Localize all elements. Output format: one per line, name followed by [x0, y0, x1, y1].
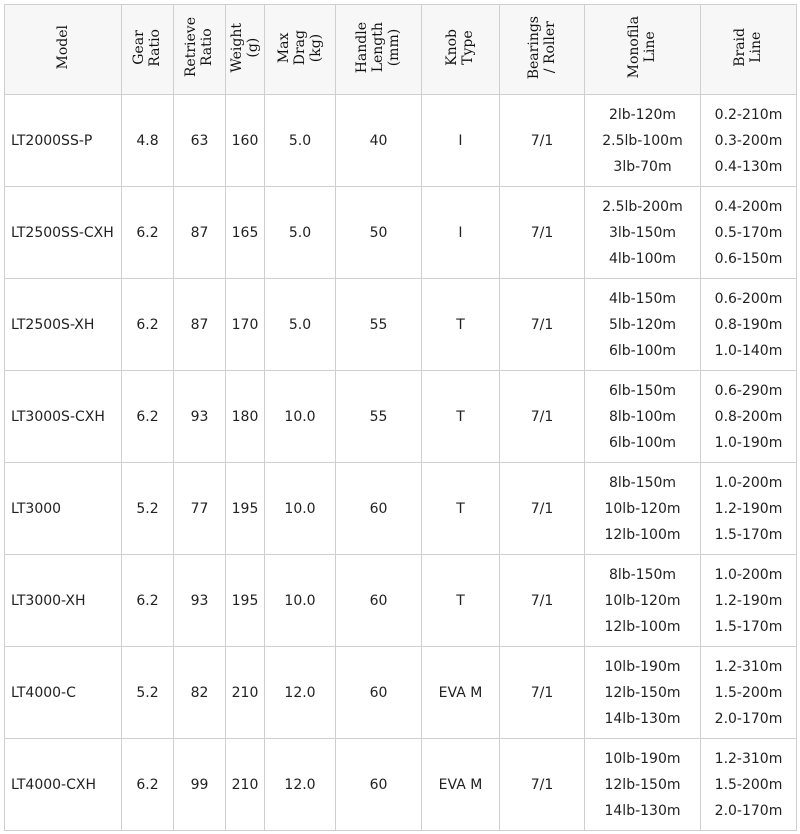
cell-bearings: 7/1 [500, 279, 585, 371]
braid-capacity-item: 0.2-210m [714, 106, 783, 123]
braid-capacity-item: 0.6-290m [714, 382, 783, 399]
mono-capacity-item: 12lb-150m [604, 684, 681, 701]
braid-capacity-item: 0.4-130m [714, 158, 783, 175]
mono-capacity-item: 8lb-150m [608, 566, 677, 583]
cell-handle: 55 [336, 279, 422, 371]
braid-capacity-item: 0.8-190m [714, 316, 783, 333]
cell-retrieve: 63 [174, 95, 226, 187]
header-label-line: Model [54, 25, 71, 70]
header-max-drag [265, 5, 336, 95]
cell-drag: 12.0 [265, 739, 336, 831]
header-handle-length [336, 5, 422, 95]
cell-gear: 5.2 [122, 647, 174, 739]
header-label [444, 29, 476, 66]
mono-capacity-list [585, 377, 700, 457]
mono-capacity-item: 5lb-120m [608, 316, 677, 333]
cell-bearings: 7/1 [500, 647, 585, 739]
braid-capacity-item: 1.0-200m [714, 474, 783, 491]
table-body [5, 95, 797, 831]
header-label-line: (kg) [308, 33, 325, 62]
mono-capacity-list [585, 653, 700, 733]
braid-capacity-item: 1.5-170m [714, 526, 783, 543]
mono-capacity-item: 6lb-100m [608, 434, 677, 451]
table-row [5, 647, 797, 739]
cell-braid [701, 279, 797, 371]
table-row [5, 371, 797, 463]
header-model [5, 5, 122, 95]
cell-bearings: 7/1 [500, 371, 585, 463]
mono-capacity-list [585, 561, 700, 641]
cell-handle: 60 [336, 555, 422, 647]
braid-capacity-item: 1.5-200m [714, 776, 783, 793]
mono-capacity-item: 2.5lb-100m [602, 132, 683, 149]
cell-braid [701, 739, 797, 831]
cell-drag: 5.0 [265, 95, 336, 187]
cell-handle: 40 [336, 95, 422, 187]
cell-drag: 5.0 [265, 279, 336, 371]
cell-mono [585, 279, 701, 371]
cell-bearings: 7/1 [500, 187, 585, 279]
mono-capacity-item: 8lb-150m [608, 474, 677, 491]
mono-capacity-item: 2.5lb-200m [602, 198, 683, 215]
cell-weight: 195 [226, 463, 265, 555]
table-row [5, 95, 797, 187]
cell-gear: 6.2 [122, 279, 174, 371]
cell-braid [701, 187, 797, 279]
cell-weight: 160 [226, 95, 265, 187]
cell-model: LT4000-CXH [5, 739, 122, 831]
table-row [5, 739, 797, 831]
header-label-line: Max [275, 32, 292, 63]
braid-capacity-list [701, 101, 796, 181]
cell-weight: 210 [226, 647, 265, 739]
cell-drag: 10.0 [265, 463, 336, 555]
braid-capacity-item: 0.8-200m [714, 408, 783, 425]
braid-capacity-list [701, 377, 796, 457]
braid-capacity-list [701, 193, 796, 273]
cell-model: LT3000 [5, 463, 122, 555]
cell-mono [585, 647, 701, 739]
mono-capacity-list [585, 193, 700, 273]
header-label-line: Line [642, 31, 659, 64]
braid-capacity-item: 1.5-170m [714, 618, 783, 635]
header-label-line: Weight [228, 22, 245, 73]
braid-capacity-item: 1.2-310m [714, 658, 783, 675]
header-label-line: Bearings [525, 15, 542, 80]
header-bearings-roller [500, 5, 585, 95]
cell-knob: T [422, 279, 500, 371]
cell-model: LT2000SS-P [5, 95, 122, 187]
braid-capacity-item: 1.2-310m [714, 750, 783, 767]
cell-model: LT3000S-CXH [5, 371, 122, 463]
cell-retrieve: 99 [174, 739, 226, 831]
cell-handle: 60 [336, 647, 422, 739]
header-label-line: Line [748, 31, 765, 64]
mono-capacity-item: 4lb-150m [608, 290, 677, 307]
mono-capacity-item: 14lb-130m [604, 710, 681, 727]
braid-capacity-item: 1.0-140m [714, 342, 783, 359]
cell-bearings: 7/1 [500, 463, 585, 555]
cell-model: LT2500S-XH [5, 279, 122, 371]
cell-weight: 195 [226, 555, 265, 647]
mono-capacity-item: 10lb-190m [604, 750, 681, 767]
header-label [229, 23, 261, 73]
cell-braid [701, 647, 797, 739]
cell-retrieve: 77 [174, 463, 226, 555]
braid-capacity-item: 0.3-200m [714, 132, 783, 149]
mono-capacity-list [585, 745, 700, 825]
braid-capacity-item: 0.6-200m [714, 290, 783, 307]
braid-capacity-item: 1.0-200m [714, 566, 783, 583]
cell-braid [701, 95, 797, 187]
braid-capacity-item: 0.6-150m [714, 250, 783, 267]
mono-capacity-item: 2lb-120m [608, 106, 677, 123]
cell-weight: 170 [226, 279, 265, 371]
cell-mono [585, 463, 701, 555]
header-label-line: Ratio [147, 28, 164, 67]
cell-drag: 12.0 [265, 647, 336, 739]
cell-handle: 60 [336, 739, 422, 831]
cell-knob: T [422, 371, 500, 463]
mono-capacity-list [585, 101, 700, 181]
header-braid-line [701, 5, 797, 95]
header-label-line: Drag [291, 29, 308, 66]
header-label-line: / Roller [542, 21, 558, 74]
cell-knob: T [422, 463, 500, 555]
cell-braid [701, 371, 797, 463]
cell-bearings: 7/1 [500, 555, 585, 647]
cell-retrieve: 93 [174, 371, 226, 463]
cell-weight: 210 [226, 739, 265, 831]
header-label-line: Ratio [199, 28, 216, 67]
mono-capacity-item: 10lb-190m [604, 658, 681, 675]
cell-gear: 4.8 [122, 95, 174, 187]
cell-braid [701, 555, 797, 647]
header-gear-ratio [122, 5, 174, 95]
header-knob-type [422, 5, 500, 95]
header-label-line: Gear [131, 30, 148, 65]
cell-handle: 55 [336, 371, 422, 463]
cell-bearings: 7/1 [500, 739, 585, 831]
braid-capacity-item: 1.0-190m [714, 434, 783, 451]
mono-capacity-item: 4lb-100m [608, 250, 677, 267]
cell-drag: 5.0 [265, 187, 336, 279]
braid-capacity-item: 2.0-170m [714, 710, 783, 727]
cell-gear: 6.2 [122, 739, 174, 831]
table-row [5, 279, 797, 371]
header-label [354, 22, 402, 73]
mono-capacity-item: 6lb-100m [608, 342, 677, 359]
cell-gear: 6.2 [122, 555, 174, 647]
braid-capacity-item: 2.0-170m [714, 802, 783, 819]
header-weight [226, 5, 265, 95]
header-label-line: Length [370, 22, 387, 73]
header-label [55, 25, 71, 70]
cell-model: LT3000-XH [5, 555, 122, 647]
header-retrieve-ratio [174, 5, 226, 95]
mono-capacity-item: 10lb-120m [604, 592, 681, 609]
mono-capacity-item: 6lb-150m [608, 382, 677, 399]
cell-retrieve: 82 [174, 647, 226, 739]
cell-gear: 5.2 [122, 463, 174, 555]
cell-handle: 50 [336, 187, 422, 279]
cell-knob: T [422, 555, 500, 647]
mono-capacity-item: 12lb-100m [604, 526, 681, 543]
mono-capacity-item: 3lb-150m [608, 224, 677, 241]
cell-bearings: 7/1 [500, 95, 585, 187]
cell-model: LT2500SS-CXH [5, 187, 122, 279]
cell-knob: I [422, 187, 500, 279]
table-row [5, 555, 797, 647]
mono-capacity-item: 8lb-100m [608, 408, 677, 425]
cell-gear: 6.2 [122, 187, 174, 279]
cell-mono [585, 371, 701, 463]
braid-capacity-item: 1.2-190m [714, 500, 783, 517]
cell-handle: 60 [336, 463, 422, 555]
cell-drag: 10.0 [265, 555, 336, 647]
braid-capacity-list [701, 653, 796, 733]
mono-capacity-item: 3lb-70m [613, 158, 672, 175]
cell-knob: I [422, 95, 500, 187]
header-label-line: Handle [354, 21, 371, 74]
header-label [183, 17, 215, 77]
header-label [526, 16, 558, 79]
braid-capacity-list [701, 469, 796, 549]
cell-knob: EVA M [422, 739, 500, 831]
cell-mono [585, 187, 701, 279]
header-label [131, 29, 163, 67]
header-label [276, 30, 324, 65]
mono-capacity-list [585, 285, 700, 365]
table-row [5, 187, 797, 279]
header-row [5, 5, 797, 95]
reel-spec-table [4, 4, 797, 831]
cell-mono [585, 739, 701, 831]
cell-weight: 165 [226, 187, 265, 279]
cell-retrieve: 87 [174, 187, 226, 279]
cell-weight: 180 [226, 371, 265, 463]
braid-capacity-list [701, 285, 796, 365]
header-label-line: Retrieve [183, 17, 200, 78]
header-label-line: Type [460, 30, 477, 65]
header-label [732, 28, 764, 67]
header-label [626, 16, 658, 78]
braid-capacity-list [701, 561, 796, 641]
cell-braid [701, 463, 797, 555]
mono-capacity-item: 12lb-150m [604, 776, 681, 793]
mono-capacity-item: 14lb-130m [604, 802, 681, 819]
cell-mono [585, 95, 701, 187]
cell-retrieve: 93 [174, 555, 226, 647]
header-monofila-line [585, 5, 701, 95]
cell-gear: 6.2 [122, 371, 174, 463]
mono-capacity-item: 10lb-120m [604, 500, 681, 517]
header-label-line: (g) [245, 37, 261, 58]
cell-retrieve: 87 [174, 279, 226, 371]
header-label-line: Monofila [626, 16, 643, 79]
braid-capacity-item: 1.5-200m [714, 684, 783, 701]
braid-capacity-item: 1.2-190m [714, 592, 783, 609]
braid-capacity-item: 0.4-200m [714, 198, 783, 215]
cell-model: LT4000-C [5, 647, 122, 739]
header-label-line: Knob [444, 29, 461, 66]
braid-capacity-list [701, 745, 796, 825]
header-label-line: (mm) [386, 28, 403, 67]
cell-mono [585, 555, 701, 647]
header-label-line: Braid [732, 28, 749, 67]
mono-capacity-list [585, 469, 700, 549]
table-row [5, 463, 797, 555]
mono-capacity-item: 12lb-100m [604, 618, 681, 635]
cell-knob: EVA M [422, 647, 500, 739]
braid-capacity-item: 0.5-170m [714, 224, 783, 241]
cell-drag: 10.0 [265, 371, 336, 463]
